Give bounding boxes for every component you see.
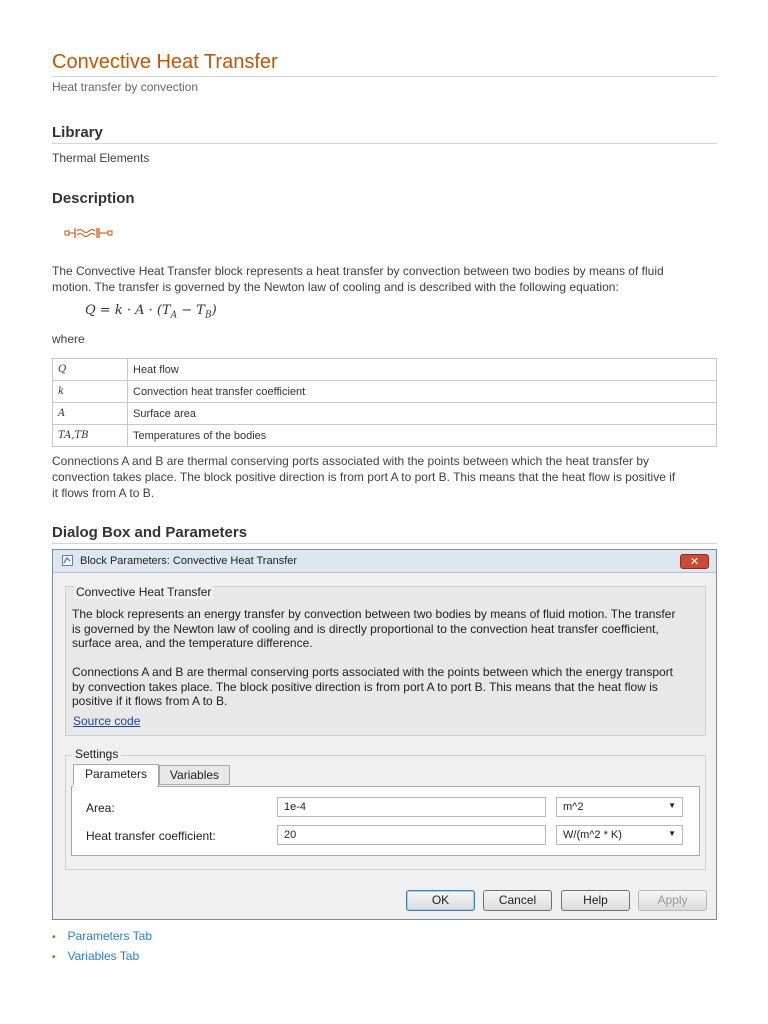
bullet-icon: • bbox=[52, 932, 56, 943]
table-row bbox=[53, 403, 717, 425]
description-group bbox=[65, 586, 706, 736]
variables-tab-link[interactable]: Variables Tab bbox=[67, 949, 140, 963]
description-text-2: Connections A and B are thermal conserving ports associated with the points between which the heat transfer by convection takes place. The block positive direction is from port A to port B. This means that the heat flow is positive if it flows from A to B. bbox=[52, 454, 676, 500]
bullet-icon: • bbox=[52, 952, 56, 963]
variable-symbol: k bbox=[53, 381, 128, 403]
tab-variables[interactable]: Variables bbox=[159, 765, 230, 785]
block-parameters-dialog bbox=[52, 549, 717, 920]
table-row bbox=[53, 425, 717, 447]
library-value: Thermal Elements bbox=[52, 151, 150, 165]
dialog-description-1: The block represents an energy transfer by convection between two bodies by means of fluid motion. The transfer is governed by the Newton law of cooling and is directly proportional to the convection heat transfer coefficient, surface area, and the temperature difference. bbox=[72, 607, 676, 650]
where-label: where bbox=[52, 332, 85, 346]
dialog-title-bar bbox=[53, 550, 716, 573]
list-item bbox=[52, 949, 139, 963]
dialog-section-heading: Dialog Box and Parameters bbox=[52, 524, 248, 541]
variable-symbol: TA,TB bbox=[53, 425, 128, 447]
tab-parameters[interactable]: Parameters bbox=[73, 764, 159, 786]
variable-meaning: Heat flow bbox=[128, 359, 717, 381]
area-unit-value: m^2 bbox=[563, 801, 584, 813]
area-label: Area: bbox=[86, 801, 115, 815]
library-heading: Library bbox=[52, 124, 103, 141]
cancel-button[interactable]: Cancel bbox=[483, 890, 552, 911]
help-button[interactable]: Help bbox=[561, 890, 630, 911]
coefficient-unit-select[interactable] bbox=[556, 825, 683, 845]
apply-button[interactable]: Apply bbox=[638, 890, 707, 911]
heat-transfer-coefficient-input[interactable]: 20 bbox=[277, 825, 546, 845]
description-text-1: The Convective Heat Transfer block represents a heat transfer by convection between two bodies by means of fluid motion. The transfer is governed by the Newton law of cooling and is described with the following equation: bbox=[52, 264, 664, 294]
settings-label: Settings bbox=[72, 747, 121, 761]
close-button[interactable]: ✕ bbox=[680, 554, 709, 569]
area-unit-select[interactable] bbox=[556, 797, 683, 817]
ok-button[interactable]: OK bbox=[406, 890, 475, 911]
coefficient-unit-value: W/(m^2 * K) bbox=[563, 829, 622, 841]
dialog-title: Block Parameters: Convective Heat Transfer bbox=[80, 555, 298, 567]
area-input[interactable]: 1e-4 bbox=[277, 797, 546, 817]
variables-table bbox=[52, 358, 717, 447]
tab-joiner bbox=[73, 785, 157, 787]
variable-meaning: Surface area bbox=[128, 403, 717, 425]
block-icon bbox=[62, 555, 73, 566]
group-title: Convective Heat Transfer bbox=[76, 585, 212, 599]
divider bbox=[52, 543, 717, 544]
table-row bbox=[53, 359, 717, 381]
convective-heat-transfer-block-icon bbox=[64, 226, 114, 240]
divider bbox=[52, 143, 717, 144]
variable-meaning: Convection heat transfer coefficient bbox=[128, 381, 717, 403]
page-subtitle: Heat transfer by convection bbox=[52, 80, 199, 94]
variable-symbol: Q bbox=[53, 359, 128, 381]
description-heading: Description bbox=[52, 190, 135, 207]
heat-transfer-coefficient-label: Heat transfer coefficient: bbox=[86, 829, 216, 843]
table-row bbox=[53, 381, 717, 403]
divider bbox=[52, 76, 717, 77]
variable-meaning: Temperatures of the bodies bbox=[128, 425, 717, 447]
list-item bbox=[52, 929, 152, 943]
page-title: Convective Heat Transfer bbox=[52, 51, 278, 73]
cooling-equation: $Q = k \cdot A \cdot (T_A - T_B)$ bbox=[85, 303, 217, 321]
parameters-tab-link[interactable]: Parameters Tab bbox=[67, 929, 153, 943]
variable-symbol: A bbox=[53, 403, 128, 425]
chevron-down-icon: ▼ bbox=[668, 829, 676, 838]
source-code-link[interactable]: Source code bbox=[73, 714, 141, 728]
dialog-description-2: Connections A and B are thermal conserving ports associated with the points between which the energy transport by convection takes place. The block positive direction is from port A to port B. This means that the heat flow is positive if it flows from A to B. bbox=[72, 665, 674, 708]
chevron-down-icon: ▼ bbox=[668, 801, 676, 810]
